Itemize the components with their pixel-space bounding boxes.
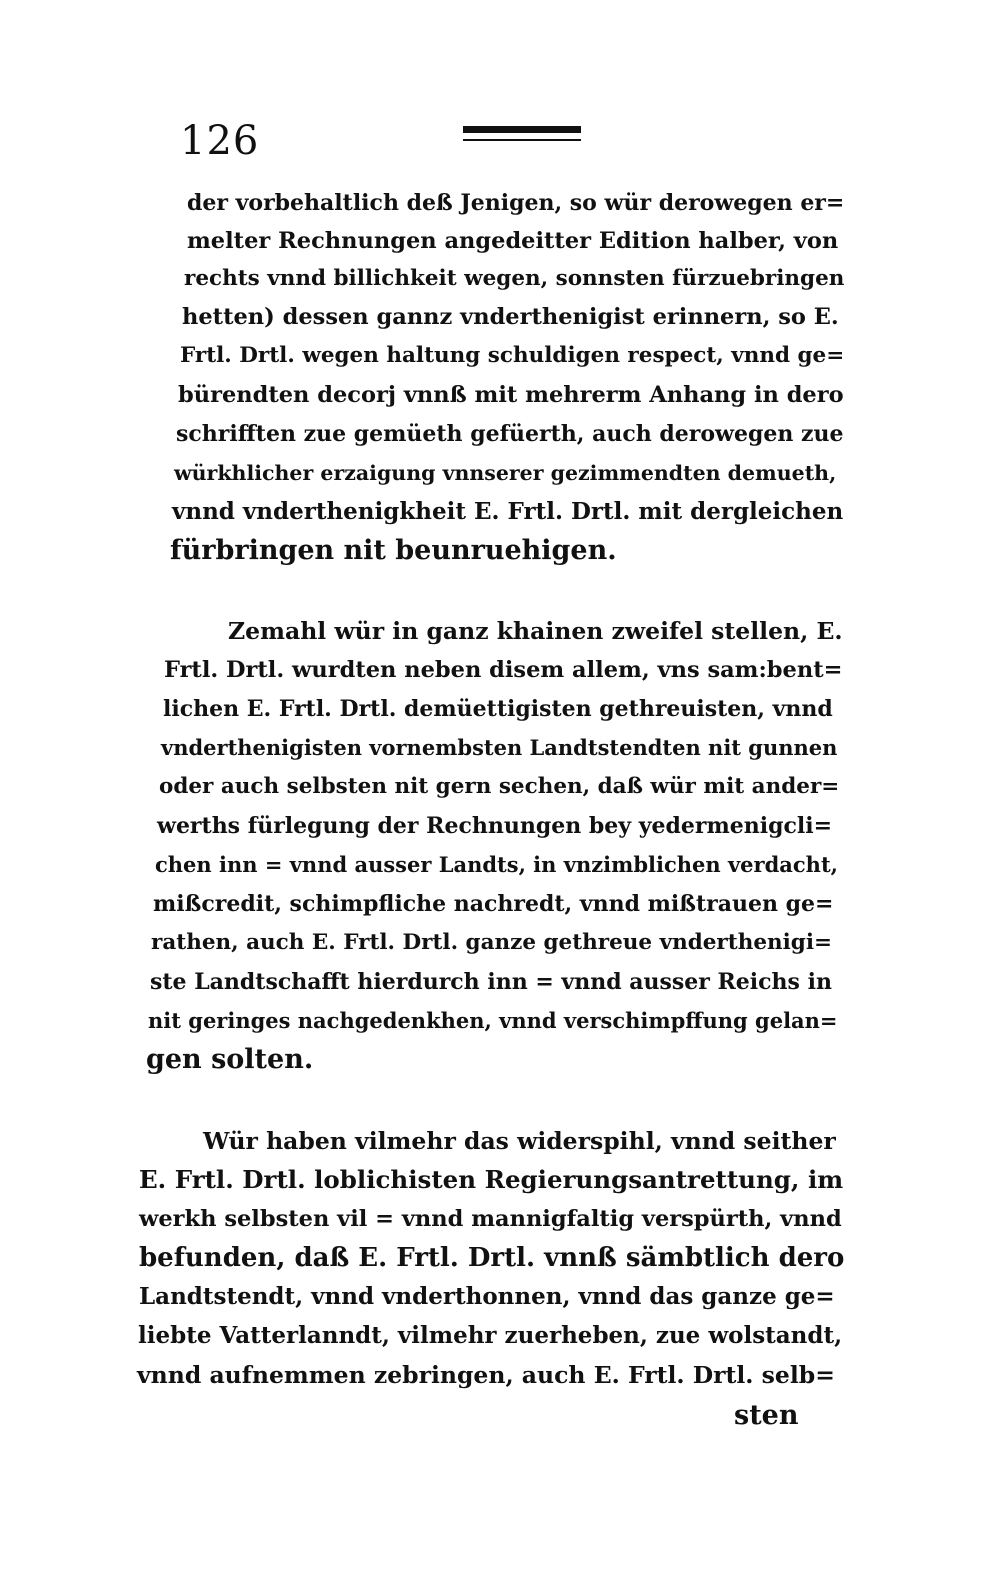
text-line: melter Rechnungen angedeitter Edition halber, von <box>187 228 839 254</box>
text-line: lichen E. Frtl. Drtl. demüettigisten gethreuisten, vnnd <box>163 696 833 722</box>
text-line: vnnd aufnemmen zebringen, auch E. Frtl. Drtl. selb= <box>137 1361 835 1389</box>
text-line: gen solten. <box>146 1044 314 1075</box>
text-line: mißcredit, schimpfliche nachredt, vnnd mißtrauen ge= <box>153 891 834 917</box>
text-line: werkh selbsten vil = vnnd mannigfaltig verspürth, vnnd <box>139 1206 842 1232</box>
header-rule-ornament <box>463 126 581 141</box>
text-line: rechts vnnd billichkeit wegen, sonnsten fürzuebringen <box>184 266 845 291</box>
text-line: chen inn = vnnd ausser Landts, in vnzimblichen verdacht, <box>155 852 838 877</box>
text-line: vnnd vnderthenigkheit E. Frtl. Drtl. mit dergleichen <box>172 498 844 525</box>
text-line: schrifften zue gemüeth gefüerth, auch derowegen zue <box>176 421 844 447</box>
text-line: werths fürlegung der Rechnungen bey yedermenigcli= <box>157 813 832 839</box>
text-line: Frtl. Drtl. wurdten neben disem allem, vns sam:bent= <box>164 657 843 683</box>
text-line: Frtl. Drtl. wegen haltung schuldigen respect, vnnd ge= <box>180 343 845 368</box>
text-line: liebte Vatterlanndt, vilmehr zuerheben, zue wolstandt, <box>138 1322 843 1349</box>
text-line: nit geringes nachgedenkhen, vnnd verschimpffung gelan= <box>148 1008 838 1033</box>
text-line: ste Landtschafft hierdurch inn = vnnd ausser Reichs in <box>150 969 832 995</box>
text-line: bürendten decorj vnnß mit mehrerm Anhang in dero <box>178 382 844 408</box>
text-line: der vorbehaltlich deß Jenigen, so wür derowegen er= <box>187 190 845 216</box>
text-line: Wür haben vilmehr das widerspihl, vnnd seither <box>203 1127 836 1155</box>
text-line: befunden, daß E. Frtl. Drtl. vnnß sämbtlich dero <box>139 1243 845 1273</box>
text-line: hetten) dessen gannz vnderthenigist erinnern, so E. <box>182 304 839 330</box>
text-line: vnderthenigisten vornembsten Landtstendten nit gunnen <box>161 735 838 760</box>
text-line: E. Frtl. Drtl. loblichisten Regierungsantrettung, im <box>139 1165 844 1194</box>
page-number: 126 <box>180 118 260 164</box>
text-line: würkhlicher erzaigung vnnserer gezimmendten demueth, <box>174 461 837 485</box>
text-line: Landtstendt, vnnd vnderthonnen, vnnd das ganze ge= <box>139 1283 835 1310</box>
catchword: sten <box>734 1400 799 1431</box>
text-line: fürbringen nit beunruehigen. <box>170 535 617 566</box>
text-line: Zemahl wür in ganz khainen zweifel stellen, E. <box>228 617 843 645</box>
text-line: rathen, auch E. Frtl. Drtl. ganze gethreue vnderthenigi= <box>151 930 833 955</box>
text-line: oder auch selbsten nit gern sechen, daß wür mit ander= <box>159 774 840 799</box>
